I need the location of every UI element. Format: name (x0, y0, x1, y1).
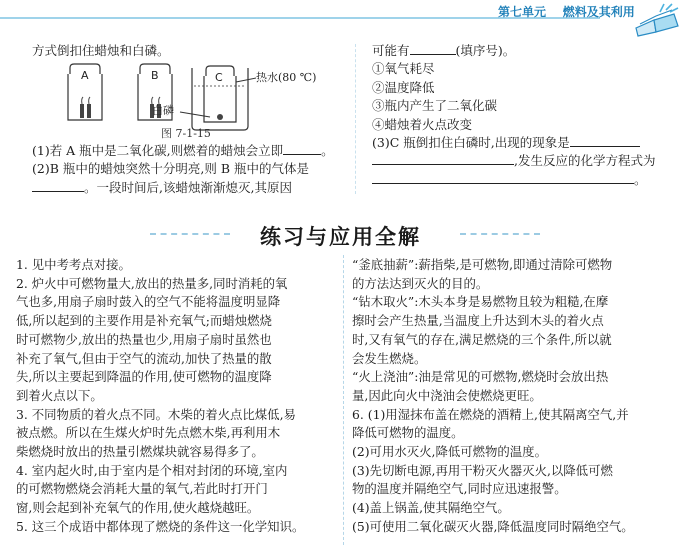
unit-heading (498, 3, 635, 20)
top-column-divider (355, 44, 356, 194)
question-part-1: (1)若 A 瓶中是二氧化碳,则燃着的蜡烛会立即 。 (32, 143, 334, 158)
title-dash-right (460, 233, 540, 235)
answer-line: (2)可用水灭火,降低可燃物的温度。 (352, 444, 547, 460)
answer-line: 柴燃烧时放出的热量引燃煤块就容易得多了。 (16, 444, 264, 460)
option-intro: 可能有 (填序号)。 (372, 43, 516, 58)
answer-line: 会发生燃烧。 (352, 350, 427, 366)
answer-blank[interactable] (372, 171, 634, 184)
answer-blank[interactable] (372, 152, 514, 165)
answer-line: 擦时会产生热量,当温度上升达到木头的着火点 (352, 313, 604, 329)
hot-water-label: 热水(80 ℃) (256, 71, 317, 84)
answer-line: 时可燃物少,放出的热量也少,用扇子扇时虽然也 (16, 331, 272, 347)
answer-line: “钻木取火”:木头本身是易燃物且较为粗糙,在摩 (352, 294, 609, 310)
answer-blank[interactable] (32, 179, 84, 192)
phosphorus-label: 白磷 (152, 104, 174, 117)
bottle-a (68, 64, 102, 120)
answer-line: 时,又有氧气的存在,满足燃烧的三个条件,所以就 (352, 331, 612, 347)
answer-line: 低,所以起到的主要作用是补充氧气;而蜡烛燃烧 (16, 313, 272, 329)
section-title: 练习与应用全解 (260, 225, 421, 249)
answer-line: 5. 这三个成语中都体现了燃烧的条件这一化学知识。 (16, 518, 305, 534)
answer-line: 降低可燃物的温度。 (352, 425, 464, 441)
answer-line: 4. 室内起火时,由于室内是个相对封闭的环境,室内 (16, 462, 288, 478)
question-part-3-end: 。 (372, 171, 677, 189)
bottle-c-label: C (215, 71, 223, 84)
answers-right-column (352, 256, 682, 537)
answer-line: (5)可使用二氧化碳灭火器,降低温度同时隔绝空气。 (352, 518, 634, 534)
answer-blank[interactable] (410, 42, 456, 55)
question-part-3-cont: ,发生反应的化学方程式为 (372, 152, 677, 170)
book-icon (630, 2, 682, 36)
answer-line: 气也多,用扇子扇时鼓入的空气不能将温度明显降 (16, 294, 281, 310)
answer-line: 1. 见中考考点对接。 (16, 257, 131, 272)
question-right-column (372, 42, 677, 189)
question-intro-line: 方式倒扣住蜡烛和白磷。 (32, 43, 170, 58)
answer-line: “火上浇油”:油是常见的可燃物,燃烧时会放出热 (352, 369, 609, 385)
answer-column-divider (343, 255, 344, 545)
bottle-a-label: A (81, 69, 89, 82)
question-part-2-cont: 。一段时间后,该蜡烛渐渐熄灭,其原因 (32, 179, 347, 197)
question-part-2: (2)B 瓶中的蜡烛突然十分明亮,则 B 瓶中的气体是 (32, 161, 309, 177)
page-header (0, 0, 686, 24)
question-left-column (32, 42, 337, 60)
answer-blank[interactable] (283, 142, 321, 155)
answer-line: 6. (1)用湿抹布盖在燃烧的酒精上,使其隔离空气,并 (352, 406, 629, 422)
answer-line: 的方法达到灭火的目的。 (352, 275, 489, 291)
answer-line: 2. 炉火中可燃物量大,放出的热量多,同时消耗的氧 (16, 275, 288, 291)
answer-line: 量,因此向火中浇油会使燃烧更旺。 (352, 387, 542, 403)
option-item: ①氧气耗尽 (372, 61, 435, 77)
answer-blank[interactable] (570, 134, 640, 147)
question-left-parts (32, 142, 347, 197)
answer-line: 补充了氧气,但由于空气的流动,加快了热量的散 (16, 350, 272, 366)
answer-line: 窗,则会起到补充氧气的作用,使火越烧越旺。 (16, 500, 260, 516)
answer-line: 3. 不同物质的着火点不同。木柴的着火点比煤低,易 (16, 406, 296, 422)
figure-caption: 图 7-1-15 (161, 127, 211, 140)
answer-line: 物的温度并隔绝空气,同时应迅速报警。 (352, 481, 567, 497)
option-item: ④蜡烛着火点改变 (372, 116, 473, 132)
bottle-c-beaker (180, 66, 256, 130)
answer-line: 的可燃物燃烧会消耗大量的氧气,若此时打开门 (16, 481, 268, 497)
answer-line: 失,所以主要起到降温的作用,使可燃物的温度降 (16, 369, 272, 385)
title-dash-left (150, 233, 230, 235)
answer-line: (3)先切断电源,再用干粉灭火器灭火,以降低可燃 (352, 462, 613, 478)
option-item: ③瓶内产生了二氧化碳 (372, 98, 498, 114)
bottle-b-label: B (151, 69, 159, 82)
question-part-3: (3)C 瓶倒扣住白磷时,出现的现象是 (372, 134, 677, 152)
answers-left-column (16, 256, 338, 537)
answer-line: (4)盖上锅盖,使其隔绝空气。 (352, 500, 510, 516)
answer-line: “釜底抽薪”:薪指柴,是可燃物,即通过清除可燃物 (352, 257, 613, 272)
unit-number: 第七单元 (498, 5, 547, 19)
option-item: ②温度降低 (372, 79, 435, 95)
unit-title: 燃料及其利用 (562, 5, 635, 19)
answer-line: 被点燃。所以在生煤火炉时先点燃木柴,再利用木 (16, 425, 281, 441)
answer-line: 到着火点以下。 (16, 387, 103, 403)
